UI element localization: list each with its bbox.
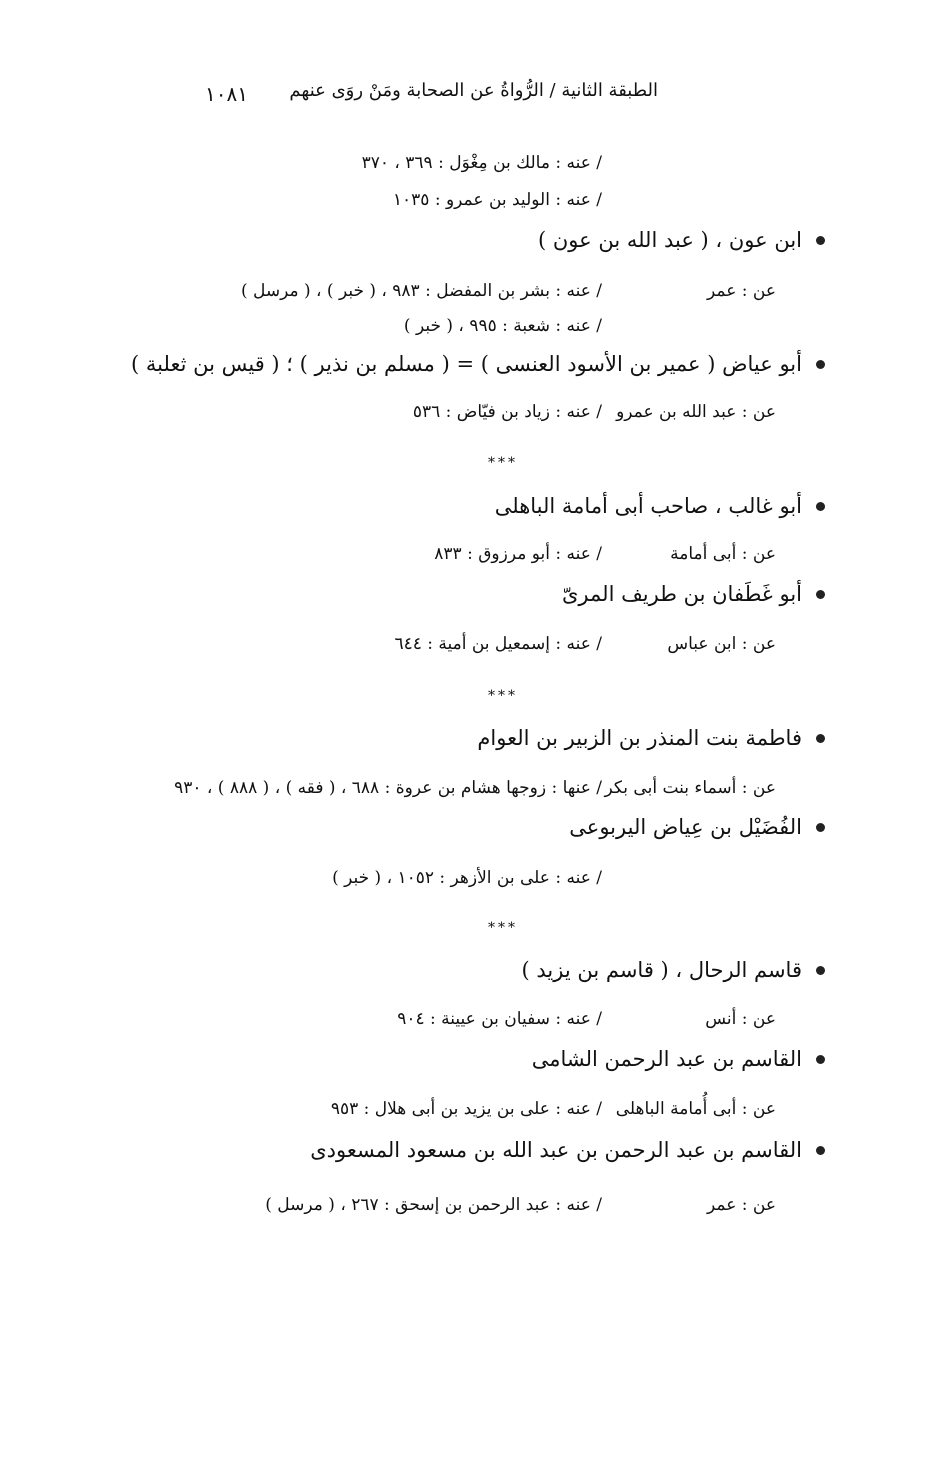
entry-ref: / عنه : زياد بن فيّاض : ٥٣٦: [412, 402, 602, 422]
entry-bullet: [816, 1146, 825, 1155]
entry-ref: / عنه : على بن يزيد بن أبى هلال : ٩٥٣: [330, 1099, 602, 1119]
entry-from: عن : أبى أمامة: [670, 544, 776, 564]
entry-ref: / عنه : عبد الرحمن بن إسحق : ٢٦٧ ، ( مرسل ): [265, 1195, 602, 1215]
entry-title: أبو غَطَفان بن طريف المرىّ: [562, 582, 802, 606]
entry-bullet: [816, 360, 825, 369]
section-separator: ***: [488, 688, 518, 704]
entry-title: أبو عياض ( عمير بن الأسود العنسى ) = ( مسلم بن نذير ) ؛ ( قيس بن ثعلبة ): [131, 352, 802, 376]
entry-bullet: [816, 823, 825, 832]
entry-from: عن : عمر: [707, 281, 776, 301]
entry-bullet: [816, 734, 825, 743]
section-separator: ***: [488, 455, 518, 471]
entry-from: عن : عمر: [707, 1195, 776, 1215]
entry-ref: / عنه : إسمعيل بن أمية : ٦٤٤: [394, 634, 602, 654]
entry-from: عن : أسماء بنت أبى بكر: [604, 778, 776, 798]
entry-bullet: [816, 236, 825, 245]
running-header: الطبقة الثانية / الرُّواةُ عن الصحابة ومَنْ روَى عنهم: [289, 80, 658, 101]
entry-title: القاسم بن عبد الرحمن الشامى: [531, 1047, 802, 1071]
entry-ref: / عنه : أبو مرزوق : ٨٣٣: [434, 544, 602, 564]
page-number: ١٠٨١: [205, 82, 248, 106]
entry-title: الفُضَيْل بن عِياض اليربوعى: [569, 815, 802, 839]
entry-from: عن : أبى أُمامة الباهلى: [615, 1099, 776, 1119]
entry-title: أبو غالب ، صاحب أبى أمامة الباهلى: [494, 494, 802, 518]
entry-title: القاسم بن عبد الرحمن بن عبد الله بن مسعود المسعودى: [310, 1138, 802, 1162]
entry-bullet: [816, 1055, 825, 1064]
entry-from: عن : أنس: [705, 1009, 776, 1029]
entry-ref: / عنه : سفيان بن عيينة : ٩٠٤: [397, 1009, 602, 1029]
entry-title: فاطمة بنت المنذر بن الزبير بن العوام: [477, 726, 802, 750]
entry-from: عن : عبد الله بن عمرو: [616, 402, 776, 422]
continuation-line: / عنه : الوليد بن عمرو : ١٠٣٥: [392, 190, 602, 210]
entry-from: عن : ابن عباس: [667, 634, 776, 654]
entry-ref: / عنه : على بن الأزهر : ١٠٥٢ ، ( خبر ): [332, 868, 602, 888]
entry-ref: / عنه : شعبة : ٩٩٥ ، ( خبر ): [403, 316, 602, 336]
section-separator: ***: [488, 920, 518, 936]
continuation-line: / عنه : مالك بن مِغْوَل : ٣٦٩ ، ٣٧٠: [361, 153, 602, 173]
entry-title: قاسم الرحال ، ( قاسم بن يزيد ): [521, 958, 802, 982]
entry-ref: / عنه : بشر بن المفضل : ٩٨٣ ، ( خبر ) ، ( مرسل ): [240, 281, 602, 301]
entry-bullet: [816, 966, 825, 975]
entry-ref: / عنها : زوجها هشام بن عروة : ٦٨٨ ، ( فقه ) ، ( ٨٨٨ ) ، ٩٣٠: [174, 778, 602, 798]
entry-bullet: [816, 590, 825, 599]
entry-bullet: [816, 502, 825, 511]
entry-title: ابن عون ، ( عبد الله بن عون ): [538, 228, 802, 252]
